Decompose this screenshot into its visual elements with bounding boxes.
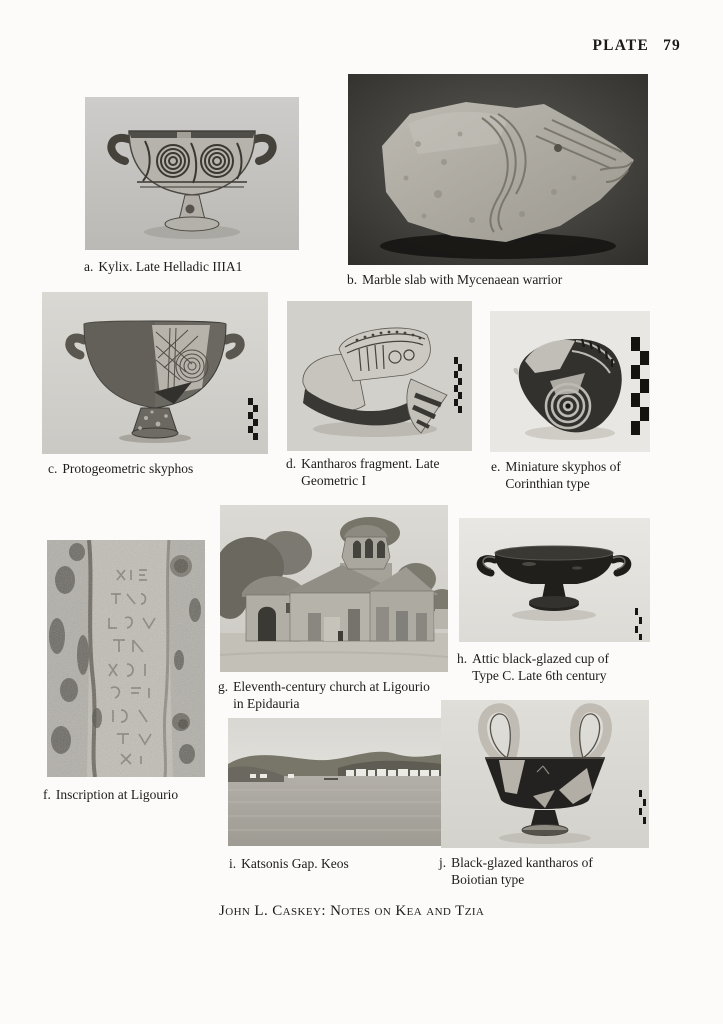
figure-a-label: a. — [84, 259, 94, 274]
caption-line: Boiotian type — [451, 872, 525, 887]
figure-c-photo — [42, 292, 268, 454]
plate-number: PLATE 79 — [592, 37, 681, 54]
figure-j-caption — [439, 854, 593, 888]
figure-h-photo — [459, 518, 650, 642]
figure-b-photo — [348, 74, 648, 265]
caption-line: Kantharos fragment. Late — [301, 456, 440, 471]
caption-line: Katsonis Gap. Keos — [241, 856, 349, 871]
caption-line: in Epidauria — [233, 696, 300, 711]
figure-j-photo — [441, 700, 649, 848]
caption-line: Eleventh-century church at Ligourio — [233, 679, 430, 694]
figure-g-photo — [220, 505, 448, 672]
caption-line: Geometric I — [301, 473, 366, 488]
figure-i-label: i. — [229, 856, 237, 871]
figure-f-photo — [47, 540, 205, 777]
figure-d-caption — [286, 455, 439, 489]
figure-c-caption — [48, 460, 193, 477]
caption-line: Miniature skyphos of — [505, 459, 621, 474]
figure-a-photo — [85, 97, 299, 250]
caption-line: Type C. Late 6th century — [472, 668, 607, 683]
bay-landscape-image — [228, 718, 442, 846]
marble-slab-image — [348, 74, 648, 265]
caption-line: Black-glazed kantharos of — [451, 855, 593, 870]
caption-line: Inscription at Ligourio — [55, 787, 179, 802]
figure-e-caption — [491, 458, 621, 492]
figure-i-photo — [228, 718, 442, 846]
kantharos-fragment-image — [287, 301, 472, 451]
running-title: John L. Caskey: Notes on Kea and Tzia — [219, 903, 485, 919]
figure-g-caption — [218, 678, 430, 712]
caption-line: Kylix. Late Helladic IIIA1 — [98, 259, 243, 274]
figure-b-label: b. — [347, 272, 358, 287]
caption-line: Marble slab with Mycenaean warrior — [362, 272, 563, 287]
figure-d-photo — [287, 301, 472, 451]
caption-line: Attic black-glazed cup of — [472, 651, 609, 666]
figure-b-caption — [347, 271, 562, 288]
kylix-image — [85, 97, 299, 250]
figure-j-label: j. — [439, 855, 447, 870]
black-glazed-cup-image — [459, 518, 650, 642]
figure-f-caption — [43, 786, 178, 803]
figure-c-label: c. — [48, 461, 58, 476]
figure-h-label: h. — [457, 651, 468, 666]
church-image — [220, 505, 448, 672]
skyphos-image — [42, 292, 268, 454]
figure-a-caption — [84, 258, 242, 275]
figure-f-label: f. — [43, 787, 51, 802]
figure-e-photo — [490, 311, 650, 452]
caption-line: Protogeometric skyphos — [62, 461, 194, 476]
caption-line: Corinthian type — [505, 476, 590, 491]
inscription-image — [47, 540, 205, 777]
figure-h-caption — [457, 650, 609, 684]
figure-d-label: d. — [286, 456, 297, 471]
miniature-skyphos-image — [490, 311, 650, 452]
figure-i-caption — [229, 855, 349, 872]
boiotian-kantharos-image — [441, 700, 649, 848]
figure-g-label: g. — [218, 679, 229, 694]
figure-e-label: e. — [491, 459, 501, 474]
